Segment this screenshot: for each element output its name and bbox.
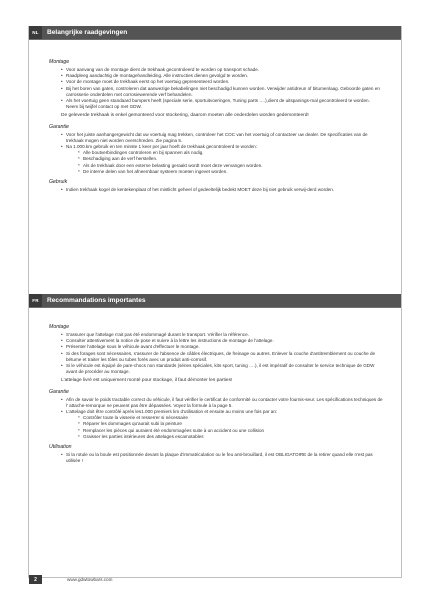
subheading-gebruik: Gebruik: [49, 179, 68, 186]
section-header: [29, 294, 401, 308]
subheading-garantie: Garantie: [49, 123, 69, 130]
subheading-garantie: Garantie: [49, 388, 69, 395]
montage-list: [49, 332, 383, 375]
sub-list-item: * Als de trekhaak door een externe belasting geraakt wordt moet deze vervangen worden.: [49, 163, 383, 169]
sub-list-item: * Contrôler toute la visserie et resserrer si nécessaire: [49, 415, 383, 421]
sub-list-item: * Alle boutverbindingen controleren en bij spannen als nodig.: [49, 150, 383, 156]
language-tag: FR: [29, 294, 42, 307]
section-title: Recommandations importantes: [42, 294, 401, 307]
sub-list-item: * Remplacer les pièces qui auraient été endommagées suite à un accident ou une collision: [49, 428, 383, 434]
subheading-montage: Montage: [49, 59, 70, 65]
list-item: • Consulter attentivement la notice de pose et suivre à la lettre les instructions de montage de l'attelage.: [49, 338, 383, 344]
list-item: • Als het voertuig geen standaard bumpers heeft (speciale serie, sportuitvoeringen, Tuning parts ….),dient de uitspanings-mal gecontroleerd te worden. Neem bij twijfel contact op met GDW.: [49, 98, 383, 110]
sub-list-item: * Réparer les dommages qu'aurait subi la peinture: [49, 421, 383, 427]
list-item: • S'assurer que l'attelage n'ait pas été endommagé durant le transport. Vérifier la référence.: [49, 332, 383, 338]
montage-note: De geleverde trekhaak is enkel gemonteerd voor stockering, daarom moeten alle onderdelen worden gedemonteerd!: [61, 113, 309, 119]
utilisation-list: [49, 452, 383, 464]
subheading-montage: Montage: [49, 324, 70, 330]
sub-list-item: * Graisser les parties intérieures des attelages escamotables: [49, 434, 383, 440]
subheading-utilisation: Utilisation: [49, 444, 72, 451]
section-header: [29, 26, 401, 40]
list-item: • Voor aanvang van de montage dient de trekhaak gecontroleerd te worden op transport schade.: [49, 67, 383, 73]
list-item: • Na 1.000.km gebruik en ten minste 1 keer per jaar hoeft de trekhaak gecontroleerd te worden:: [49, 144, 383, 150]
sub-list-item: * De interne delen van het afneembaar systeem moeten ingevet worden.: [49, 169, 383, 175]
list-item: • Voor de montage moet de trekhaak eerst op het voertuig gepresenteerd worden.: [49, 79, 383, 85]
list-item: • Présenter l'attelage sous le véhicule avant d'effectuer le montage.: [49, 344, 383, 350]
section-title: Belangrijke raadgevingen: [42, 26, 401, 39]
language-tag: NL: [29, 26, 42, 39]
list-item: • L'attelage doit être contrôlé après les1.000 premiers km d'utilisation et ensuite au moins une fois par an:: [49, 409, 383, 415]
montage-list: [49, 67, 383, 110]
list-item: • Indien trekhaak kogel de kentekenplaat of het mistlicht geheel of gedeeltelijk bedekt MOET deze bij niet gebruik verwij-derd worden.: [49, 187, 383, 193]
garantie-list: [49, 132, 383, 175]
section-body: [29, 40, 401, 193]
list-item: • Si la rotule ou la boule est positionnée devant la plaque d'immatriculation ou le feu anti-brouillard, il est OBLIGATOIRE de la retirer quand elle n'est pas utilisée !: [49, 452, 383, 464]
list-item: • Si le véhicule est équipé de pare-chocs non standards (séries spéciales, kits sport, tuning ….), il est impératif de consulter le service technique de GDW avant de procéder au montage.: [49, 363, 383, 375]
list-item: • Raadpleeg aandachtig de montagehandleiding. Alle instructies dienen gevolgd te worden.: [49, 73, 383, 79]
gebruik-list: [49, 187, 383, 193]
garantie-list: [49, 397, 383, 440]
list-item: • Bij het boren van gaten, controleren dat aanwezige bekabelingen niet beschadigd kunnen worden. Verwijder antidreun of bitumenlaag. Geboorde gaten en carrosserie onderdelen met corrosiewerende verf behandelen.: [49, 86, 383, 98]
page-number: 2: [29, 575, 42, 584]
list-item: • Afin de savoir le poids tractable correct du véhicule, il faut vérifier le certificat de conformité ou contacter votre fournis-seur. Les spécifications techniques de l' attache-remorque ne peuvent pas être dépassées. Voyez la formule à la page 5.: [49, 397, 383, 409]
section-fr: [29, 294, 401, 464]
website-link[interactable]: www.gdwtowbars.com: [67, 577, 113, 582]
sub-list-item: * Beschadiging aan de verf herstellen.: [49, 156, 383, 162]
list-item: • Voor het juiste aanhangergewicht dat uw voertuig mag trekken, controleer het COC van het voertuig of contacteer uw dealer. De specificaties van de trekhaak mogen niet worden overschreden. Zie pagina 5.: [49, 132, 383, 144]
section-body: [29, 308, 401, 464]
list-item: • Si des forages sont nécessaires, s'assurer de l'absence de câbles électriques, de freinage ou autres. Enlever la couche d'antitremblement ou couche de bétume et traiter les tôles ou tubes forés avec un produit anti-corrosif.: [49, 351, 383, 363]
section-nl: [29, 26, 401, 193]
montage-note: L'attelage livré est uniquement monté pour stockage, il faut démonter les parties!: [61, 378, 233, 384]
